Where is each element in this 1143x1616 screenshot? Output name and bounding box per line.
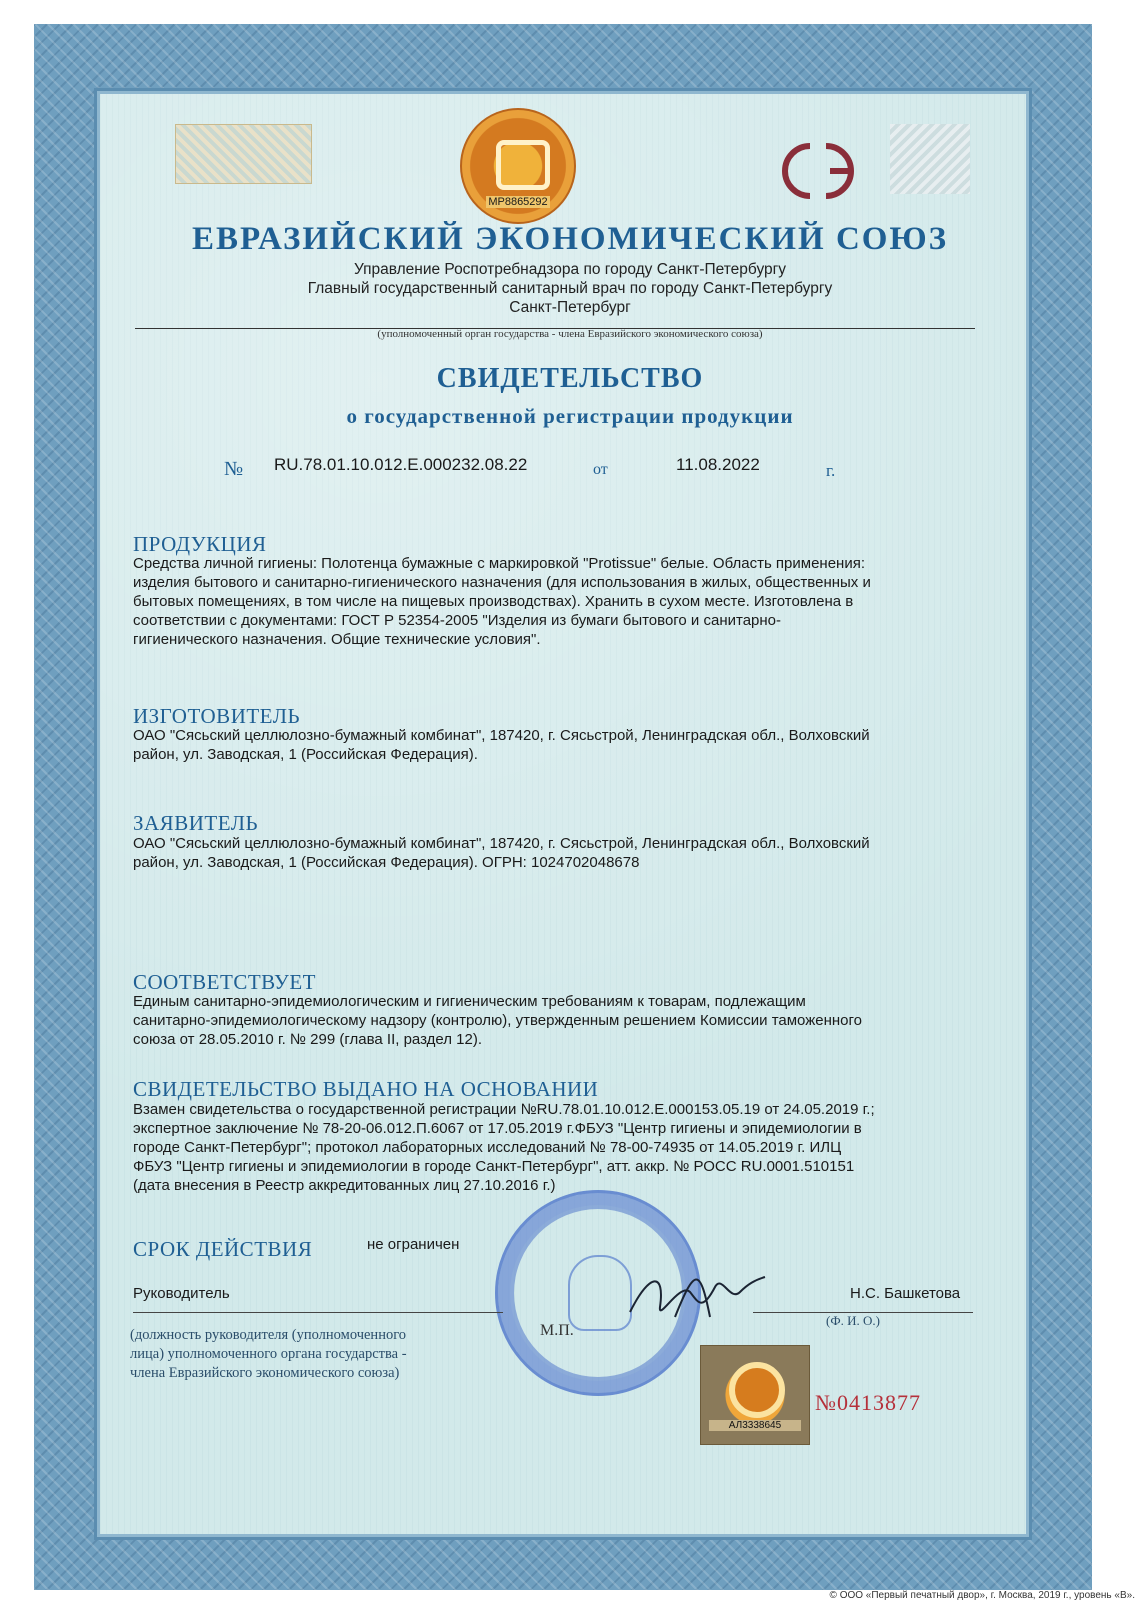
document-title: СВИДЕТЕЛЬСТВО [436, 363, 704, 394]
top-hologram-seal [460, 108, 576, 224]
top-seal-code: MP8865292 [486, 196, 550, 208]
handwritten-signature [620, 1262, 770, 1332]
text-line: ФБУЗ "Центр гигиены и эпидемиологии в городе Санкт-Петербург", атт. аккр. № РОСС RU.0001.510151 [133, 1158, 855, 1175]
mp-label: М.П. [540, 1322, 574, 1339]
seal-emblem-icon [729, 1362, 785, 1418]
section-heading-product: ПРОДУКЦИЯ [133, 532, 267, 556]
authority-line: Главный государственный санитарный врач по городу Санкт-Петербургу [307, 280, 833, 297]
signatory-name: Н.С. Башкетова [850, 1285, 961, 1302]
blank-serial-number: №0413877 [815, 1390, 921, 1415]
section-heading-applicant: ЗАЯВИТЕЛЬ [133, 811, 259, 835]
caption-line: члена Евразийского экономического союза) [130, 1365, 400, 1381]
text-line: (дата внесения в Реестр аккредитованных лиц 27.10.2016 г.) [133, 1177, 556, 1194]
text-line: район, ул. Заводская, 1 (Российская Федерация). [133, 746, 478, 763]
bottom-seal-code: АЛ3338645 [709, 1420, 801, 1431]
from-label: от [593, 461, 608, 478]
text-line: городе Санкт-Петербург"; протокол лабораторных исследований № 78-00-74935 от 14.05.2019 г. ИЛЦ [133, 1139, 842, 1156]
authority-line: Санкт-Петербург [509, 299, 631, 316]
section-heading-basis: СВИДЕТЕЛЬСТВО ВЫДАНО НА ОСНОВАНИИ [133, 1077, 599, 1101]
eac-mark-icon [770, 138, 866, 204]
position-underline [133, 1312, 503, 1313]
section-body-conformity [133, 992, 993, 1049]
section-heading-validity: СРОК ДЕЙСТВИЯ [133, 1237, 313, 1261]
text-line: бытовых помещениях, в том числе на пищевых производствах). Хранить в сухом месте. Изготовлена в [133, 593, 854, 610]
text-line: Единым санитарно-эпидемиологическим и гигиеническим требованиям к товарам, подлежащим [133, 993, 806, 1010]
year-suffix: г. [826, 461, 836, 480]
authority-line: Управление Роспотребнадзора по городу Санкт-Петербургу [353, 261, 787, 278]
seal-emblem-icon [496, 140, 550, 190]
hologram-strip-right [890, 124, 970, 194]
text-line: экспертное заключение № 78-20-06.012.П.6067 от 17.05.2019 г.ФБУЗ "Центр гигиены и эпидемиологии в [133, 1120, 862, 1137]
position-caption [130, 1326, 530, 1383]
text-line: ОАО "Сясьский целлюлозно-бумажный комбинат", 187420, г. Сясьстрой, Ленинградская обл., Волховский [133, 727, 870, 744]
caption-line: лица) уполномоченного органа государства - [130, 1346, 407, 1362]
certificate-number: RU.78.01.10.012.E.000232.08.22 [274, 455, 528, 474]
text-line: союза от 28.05.2010 г. № 299 (глава II, раздел 12). [133, 1031, 483, 1048]
validity-value: не ограничен [367, 1236, 460, 1253]
signatory-position: Руководитель [133, 1285, 230, 1302]
number-sign: № [224, 458, 244, 480]
certificate-date: 11.08.2022 [676, 455, 760, 474]
bottom-hologram-seal [700, 1345, 810, 1445]
section-heading-conformity: СООТВЕТСТВУЕТ [133, 970, 316, 994]
text-line: Взамен свидетельства о государственной регистрации №RU.78.01.10.012.E.000153.05.19 от 24.05.2019 г.; [133, 1101, 875, 1118]
union-title: ЕВРАЗИЙСКИЙ ЭКОНОМИЧЕСКИЙ СОЮЗ [191, 221, 949, 257]
text-line: соответствии с документами: ГОСТ Р 52354-2005 "Изделия из бумаги бытового и санитарно- [133, 612, 781, 629]
section-heading-manufacturer: ИЗГОТОВИТЕЛЬ [133, 704, 301, 728]
section-body-product [133, 554, 993, 649]
text-line: район, ул. Заводская, 1 (Российская Федерация). ОГРН: 1024702048678 [133, 854, 640, 871]
fio-caption: (Ф. И. О.) [826, 1313, 880, 1328]
hologram-strip-left [175, 124, 312, 184]
caption-line: (должность руководителя (уполномоченного [130, 1327, 407, 1343]
text-line: санитарно-эпидемиологическому надзору (контролю), утвержденным решением Комиссии таможенного [133, 1012, 862, 1029]
text-line: ОАО "Сясьский целлюлозно-бумажный комбинат", 187420, г. Сясьстрой, Ленинградская обл., Волховский [133, 835, 870, 852]
printer-note: © ООО «Первый печатный двор», г. Москва, 2019 г., уровень «В». [829, 1590, 1135, 1601]
document-subtitle: о государственной регистрации продукции [346, 404, 794, 428]
text-line: изделия бытового и санитарно-гигиенического назначения (для использования в жилых, общественных и [133, 574, 871, 591]
section-body-basis [133, 1100, 993, 1195]
section-body-applicant [133, 834, 993, 872]
authority-caption: (уполномоченный орган государства - члена Евразийского экономического союза) [377, 328, 763, 340]
authority-block [120, 260, 1020, 317]
text-line: гигиенического назначения. Общие технические условия". [133, 631, 541, 648]
text-line: Средства личной гигиены: Полотенца бумажные с маркировкой "Protissue" белые. Область применения: [133, 555, 866, 572]
section-body-manufacturer [133, 726, 993, 764]
